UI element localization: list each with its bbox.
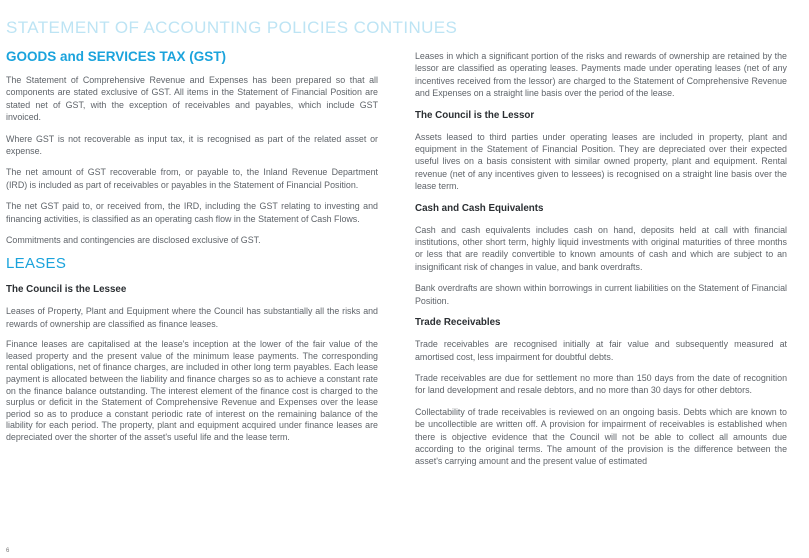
gst-heading: GOODS and SERVICES TAX (GST) [6, 49, 227, 64]
lessee-paragraph-2: Finance leases are capitalised at the lease's inception at the lower of the fair value of the leased property and the present value of the minimum lease payments. The corresponding rental obligations, net of finance charges, are included in other long term payables. Each lease payment is allocated between the liability and finance charges so as to achieve a constant rate on the finance balance outstanding. The interest element of the finance cost is charged to the surplus or deficit in the Statement of Comprehensive Revenue and Expenses over the lease period so as to produce a constant periodic rate of interest on the remaining balance of the liability for each period. The property, plant and equipment acquired under finance leases are depreciated over the shorter of the asset's useful life and the lease term. [6, 339, 378, 443]
lessee-paragraph-1: Leases of Property, Plant and Equipment where the Council has substantially all the risks and rewards of ownership are classified as finance leases. [6, 306, 378, 329]
left-column [6, 48, 378, 453]
lessor-paragraph: Assets leased to third parties under operating leases are included in property, plant and equipment in the Statement of Financial Position. They are depreciated over their expected useful lives on a basis consistent with similar owned property, plant and equipment. Rental revenue (net of any incentives given to lessees) is recognised on a straight line basis over the lease term. [415, 131, 787, 192]
page-header: STATEMENT OF ACCOUNTING POLICIES CONTINUES [6, 18, 458, 37]
gst-paragraph-1: The Statement of Comprehensive Revenue and Expenses has been prepared so that all components are stated exclusive of GST. All items in the Statement of Financial Position are stated net of GST, with the exception of receivables and payables, which include GST invoiced. [6, 75, 378, 123]
cash-paragraph-2: Bank overdrafts are shown within borrowings in current liabilities on the Statement of Financial Position. [415, 283, 787, 306]
gst-paragraph-2: Where GST is not recoverable as input tax, it is recognised as part of the related asset or expense. [6, 133, 378, 157]
trade-paragraph-2: Trade receivables are due for settlement no more than 150 days from the date of recognition for land development and resale debtors, and no more than 30 days for other debtors. [415, 372, 787, 396]
operating-lease-paragraph: Leases in which a significant portion of the risks and rewards of ownership are retained by the lessor are classified as operating leases. Payments made under operating leases (net of any incentives received from the lessor) are charged to the Statement of Comprehensive Revenue and Expenses on a straight line basis over the period of the lease. [415, 51, 787, 99]
gst-paragraph-5: Commitments and contingencies are disclosed exclusive of GST. [6, 235, 261, 246]
trade-paragraph-3: Collectability of trade receivables is reviewed on an ongoing basis. Debts which are known to be uncollectible are written off. A provision for impairment of receivables is established when there is objective evidence that the Council will not be able to collect all amounts due according to the original terms. The amount of the provision is the difference between the asset's carrying amount and the present value of estimated [415, 406, 787, 467]
cash-heading: Cash and Cash Equivalents [415, 202, 544, 214]
trade-heading: Trade Receivables [415, 317, 501, 329]
gst-paragraph-3: The net amount of GST recoverable from, or payable to, the Inland Revenue Department (IRD) is included as part of receivables or payables in the Statement of Financial Position. [6, 167, 378, 190]
cash-paragraph-1: Cash and cash equivalents includes cash on hand, deposits held at call with financial institutions, other short term, highly liquid investments with original maturities of three months or less that are readily convertible to known amounts of cash and which are subject to an insignificant risk of changes in value, and bank overdrafts. [415, 224, 787, 272]
page-number: 6 [6, 548, 10, 554]
right-column [415, 50, 787, 477]
lessor-heading: The Council is the Lessor [415, 109, 535, 121]
leases-heading: LEASES [6, 255, 67, 273]
lessee-heading: The Council is the Lessee [6, 284, 127, 296]
trade-paragraph-1: Trade receivables are recognised initially at fair value and subsequently measured at amortised cost, less impairment for doubtful debts. [415, 339, 787, 362]
gst-paragraph-4: The net GST paid to, or received from, the IRD, including the GST relating to investing and financing activities, is classified as an operating cash flow in the Statement of Cash Flows. [6, 201, 378, 224]
